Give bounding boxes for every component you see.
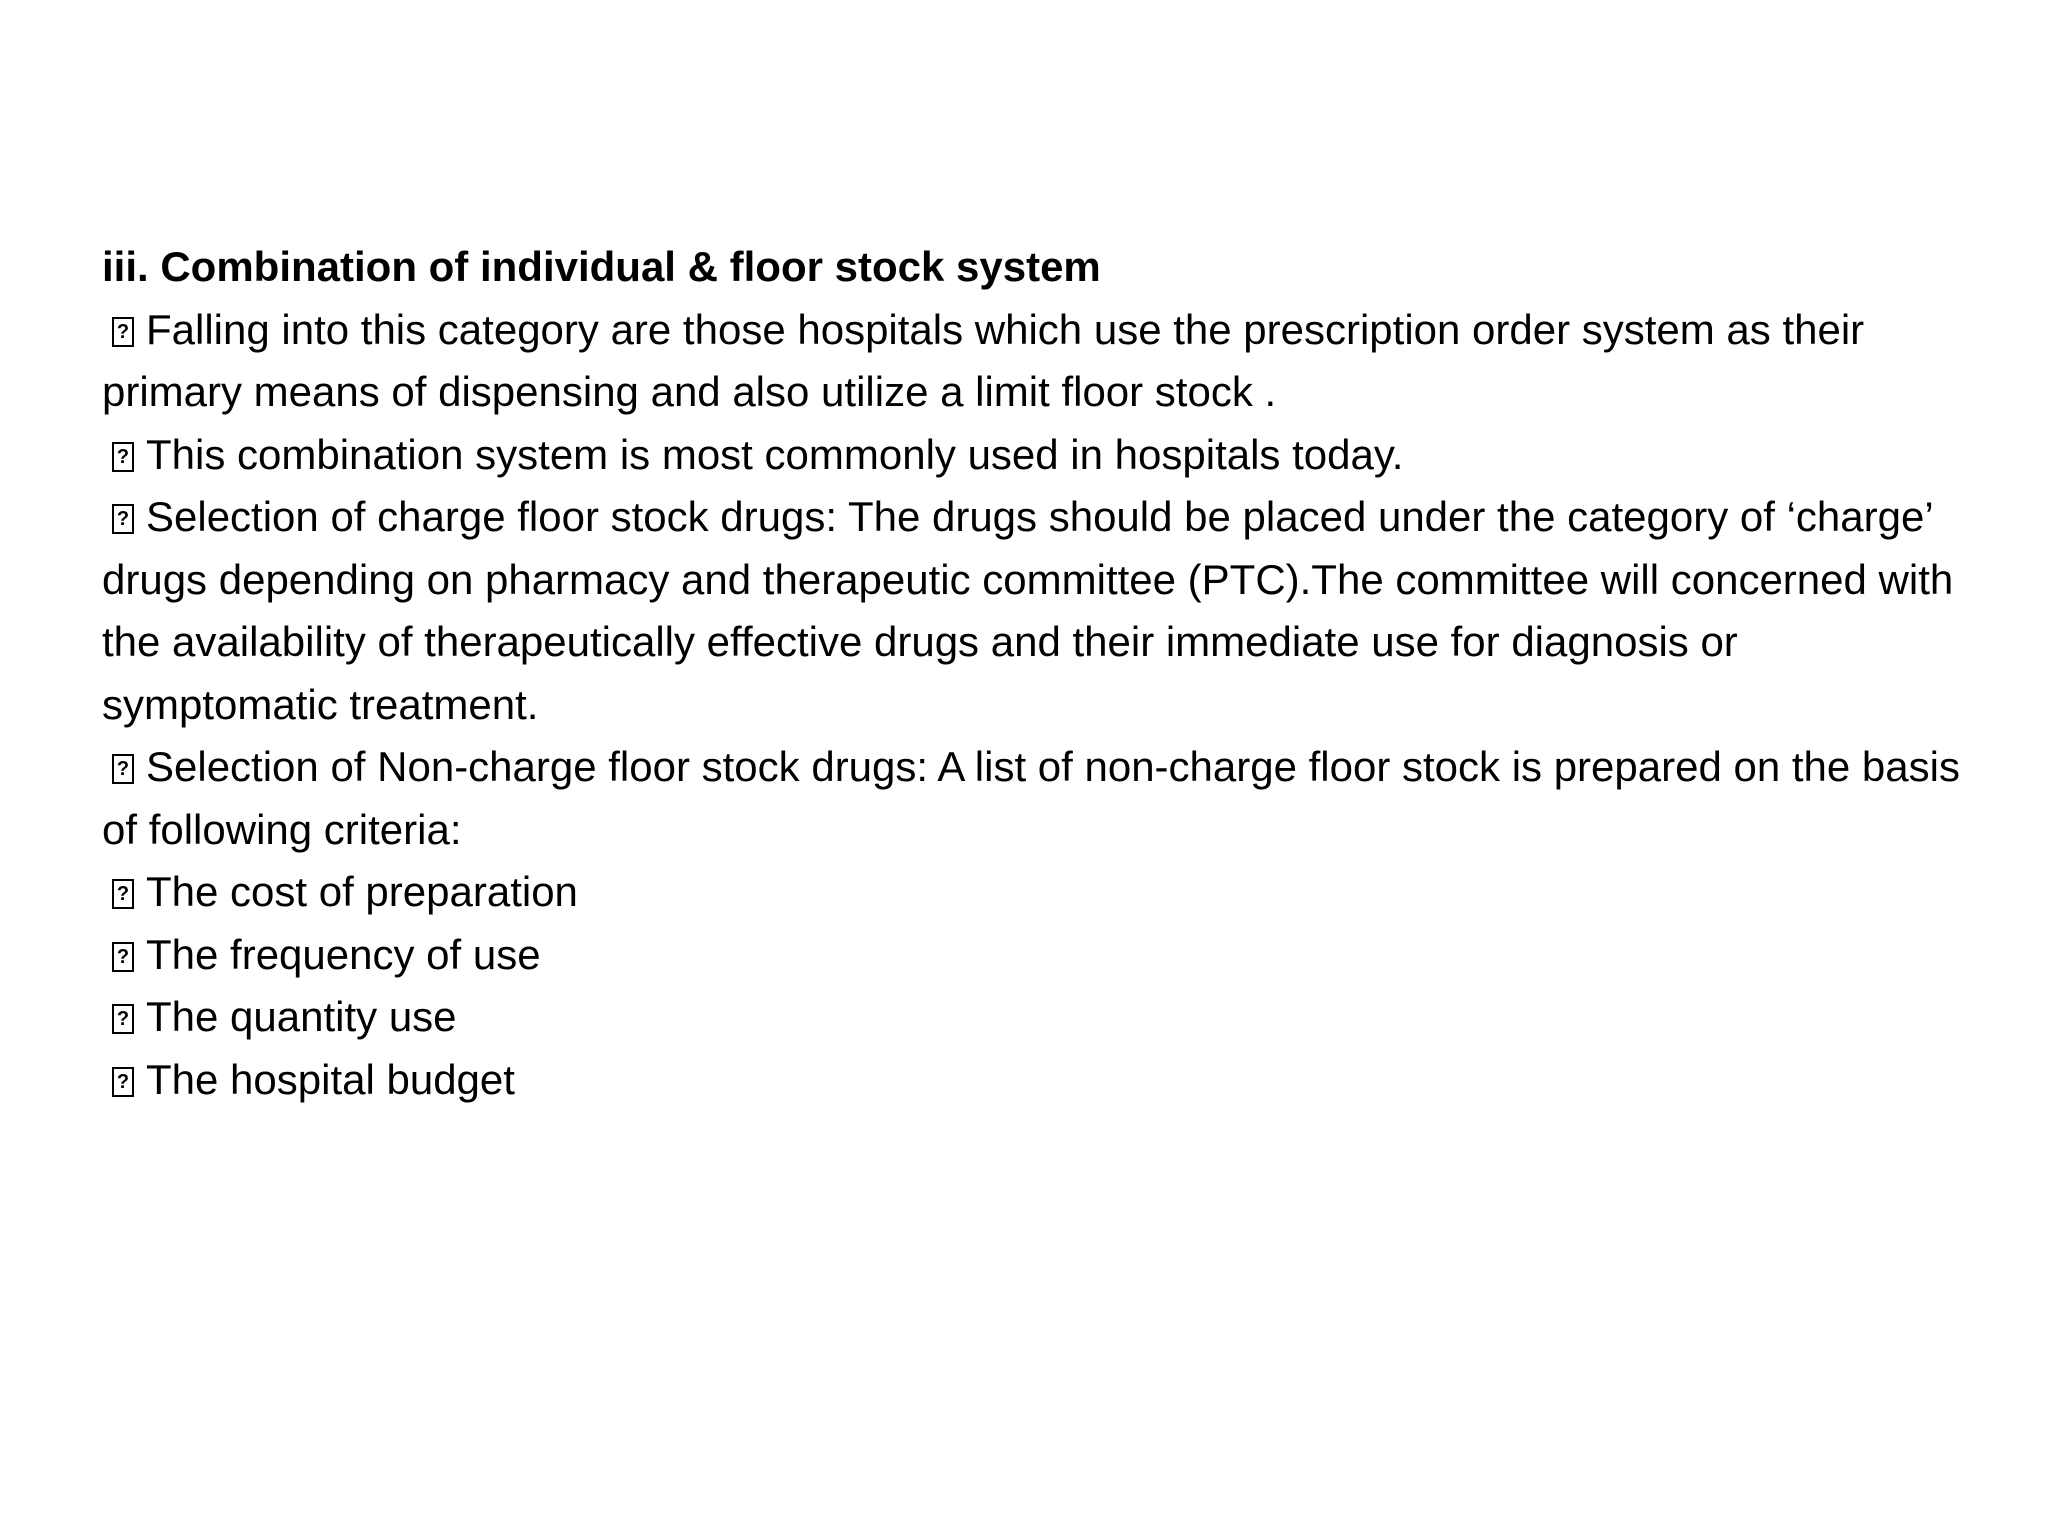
missing-glyph-icon [112, 1067, 134, 1097]
paragraph-text: Falling into this category are those hospitals which use the prescription order system as their primary means of dispensing and also utilize a limit floor stock . [102, 305, 1865, 415]
missing-glyph-icon [112, 942, 134, 972]
bullet-paragraph [102, 299, 1962, 424]
missing-glyph-icon [112, 317, 134, 347]
paragraph-text: Selection of Non-charge floor stock drugs: A list of non-charge floor stock is prepared on the basis of following criteria: [102, 743, 1960, 853]
bullet-paragraph [102, 736, 1962, 861]
missing-glyph-icon [112, 504, 134, 534]
criteria-text: The cost of preparation [146, 868, 578, 915]
criteria-item [102, 924, 1962, 987]
criteria-item [102, 861, 1962, 924]
paragraph-text: This combination system is most commonly used in hospitals today. [146, 430, 1404, 478]
missing-glyph-icon [112, 754, 134, 784]
missing-glyph-icon [112, 1004, 134, 1034]
slide-heading: iii. Combination of individual & floor stock system [102, 243, 1101, 290]
paragraph-text: Selection of charge floor stock drugs: The drugs should be placed under the category of ‘charge’ drugs depending on pharmacy and therapeutic committee (PTC).The committee will concerned with the availability of therapeutically effective drugs and their immediate use for diagnosis or symptomatic treatment. [102, 493, 1954, 728]
slide-content [102, 236, 1962, 1111]
bullet-paragraph [102, 424, 1962, 487]
criteria-item [102, 1049, 1962, 1112]
criteria-text: The quantity use [146, 993, 457, 1040]
missing-glyph-icon [112, 442, 134, 472]
bullet-paragraph [102, 486, 1962, 736]
missing-glyph-icon [112, 879, 134, 909]
criteria-text: The hospital budget [146, 1055, 515, 1103]
criteria-item [102, 986, 1962, 1049]
criteria-text: The frequency of use [146, 930, 541, 978]
